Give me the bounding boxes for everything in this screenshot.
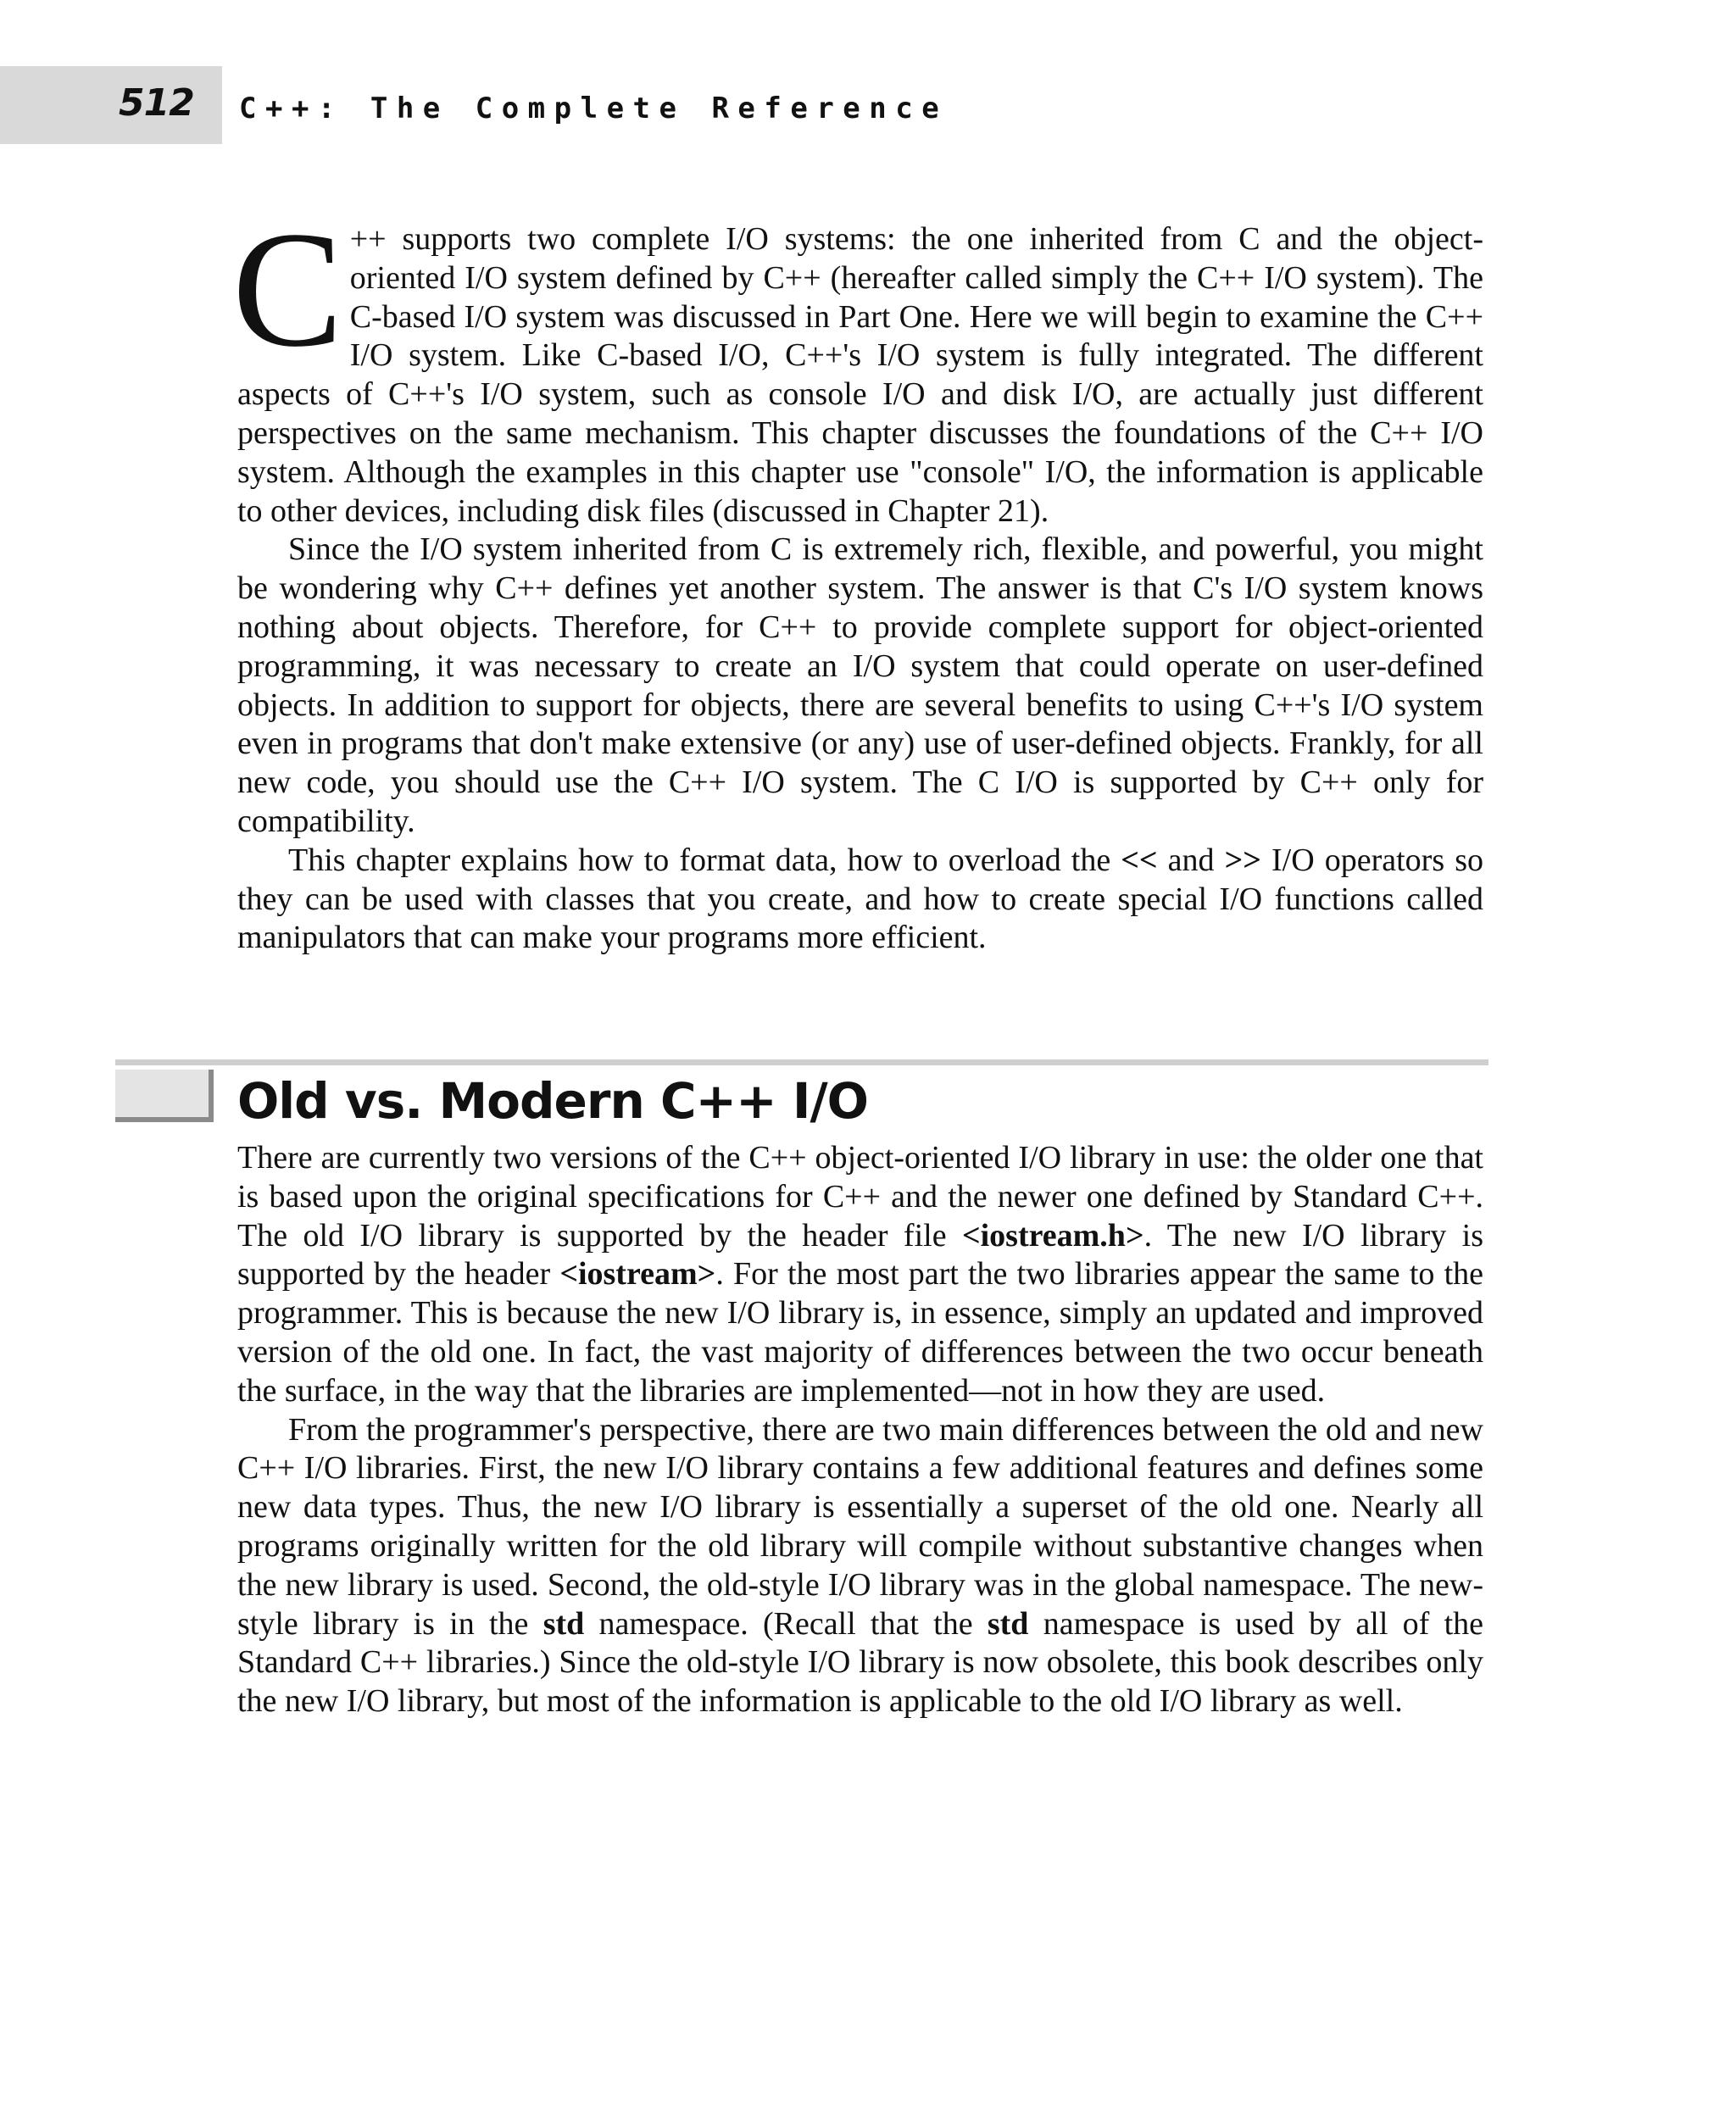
- drop-cap: C: [232, 197, 343, 381]
- p3-text-a: This chapter explains how to format data, how to overload the: [288, 842, 1121, 878]
- s2-text-a: From the programmer's perspective, there are two main differences between the old and new C++ I/O libraries. First, the new I/O library contains a few additional features and defines some new data types. Thus, the new I/O library is essentially a superset of the old one. Nearly all programs originally written for the old library will compile without substantive changes when the new library is used. Second, the old-style I/O library was in the global namespace. The new-style library is in the: [237, 1411, 1483, 1642]
- section-paragraph-1: [237, 1139, 1483, 1411]
- intro-paragraph-1: [232, 197, 1483, 531]
- operator-extraction: >>: [1224, 842, 1261, 878]
- code-std-1: std: [542, 1605, 585, 1642]
- code-iostream-h: <iostream.h>: [961, 1217, 1144, 1254]
- section-marker: [115, 1070, 214, 1122]
- section-heading: Old vs. Modern C++ I/O: [237, 1072, 868, 1130]
- p3-text-b: and: [1157, 842, 1225, 878]
- code-std-2: std: [987, 1605, 1029, 1642]
- s2-text-c: namespace is used by all of the Standard C++ libraries.) Since the old-style I/O library is now obsolete, this book describes only the new I/O library, but most of the information is applicable to the old I/O library as well.: [237, 1605, 1483, 1720]
- section-paragraph-2: [237, 1411, 1483, 1721]
- page-number: 512: [119, 81, 194, 125]
- section-text: [237, 1139, 1483, 1721]
- code-iostream: <iostream>: [559, 1256, 716, 1293]
- s1-text-a: There are currently two versions of the C++ object-oriented I/O library in use: the older one that is based upon the original specifications for C++ and the newer one defined by Standard C++. The old I/O library is supported by the header file: [237, 1140, 1483, 1254]
- s2-text-b: namespace. (Recall that the: [584, 1605, 988, 1642]
- running-title: C++: The Complete Reference: [239, 92, 949, 125]
- s1-text-b: . The new I/O library is supported by the header: [237, 1217, 1484, 1293]
- intro-paragraph-2: Since the I/O system inherited from C is extremely rich, flexible, and powerful, you might be wondering why C++ defines yet another system. The answer is that C's I/O system knows nothing about objects. Therefore, for C++ to provide complete support for object-oriented programming, it was necessary to create an I/O system that could operate on user-defined objects. In addition to support for objects, there are several benefits to using C++'s I/O system even in programs that don't make extensive (or any) use of user-defined objects. Frankly, for all new code, you should use the C++ I/O system. The C I/O is supported by C++ only for compatibility.: [237, 531, 1483, 839]
- intro-paragraph-3: [237, 842, 1483, 958]
- p3-text-c: I/O operators so they can be used with classes that you create, and how to create special I/O functions called manipulators that can make your programs more efficient.: [237, 842, 1483, 956]
- intro-paragraph-1-text: ++ supports two complete I/O systems: the one inherited from C and the object-oriented I/O system defined by C++ (hereafter called simply the C++ I/O system). The C-based I/O system was discussed in Part One. Here we will begin to examine the C++ I/O system. Like C-based I/O, C++'s I/O system is fully integrated. The different aspects of C++'s I/O system, such as console I/O and disk I/O, are actually just different perspectives on the same mechanism. This chapter discusses the foundations of the C++ I/O system. Although the examples in this chapter use "console" I/O, the information is applicable to other devices, including disk files (discussed in Chapter 21).: [237, 221, 1483, 529]
- section-rule: [115, 1059, 1488, 1065]
- intro-text: [232, 197, 1483, 958]
- operator-insertion: <<: [1121, 842, 1158, 878]
- s1-text-c: . For the most part the two libraries appear the same to the programmer. This is because the new I/O library is, in essence, simply an updated and improved version of the old one. In fact, the vast majority of differences between the two occur beneath the surface, in the way that the libraries are implemented—not in how they are used.: [237, 1256, 1483, 1409]
